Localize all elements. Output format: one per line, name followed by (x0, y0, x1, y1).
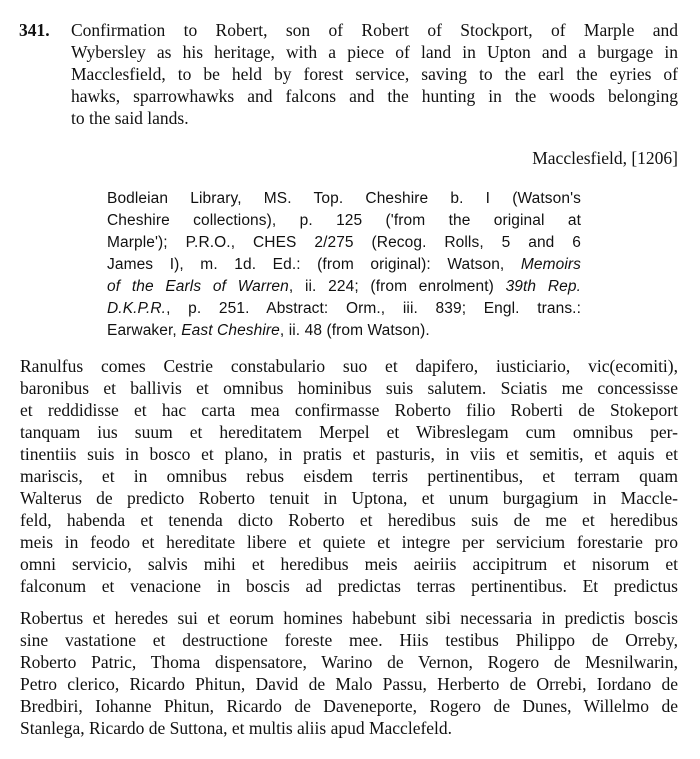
summary-line: to the said lands. (71, 108, 189, 128)
summary-line: Wybersley as his heritage, with a piece of land in Upton and a burgage in (71, 42, 678, 62)
source-line: Bodleian Library, MS. Top. Cheshire b. I (Watson's (107, 190, 581, 207)
text-line: Petro clerico, Ricardo Phitun, David de Malo Passu, Herberto de Orrebi, Iordano de (20, 674, 678, 694)
text-line: Roberto Patric, Thoma dispensatore, Warino de Vernon, Rogero de Mesnilwarin, (20, 652, 678, 672)
source-line: Marple'); P.R.O., CHES 2/275 (Recog. Rolls, 5 and 6 (107, 234, 581, 251)
text-line: Robertus et heredes sui et eorum homines habebunt sibi necessaria in predictis boscis (20, 608, 678, 628)
source-italic-title: 39th Rep. (505, 278, 581, 295)
text-line: Bredbiri, Iohanne Phitun, Ricardo de Daveneporte, Rogero de Dunes, Willelmo de (20, 696, 678, 716)
text-line: sine vastatione et destructione foreste mee. Hiis testibus Philippo de Orreby, (20, 630, 678, 650)
source-text: Earwaker, (107, 322, 182, 339)
place-date: Macclesfield, [1206] (532, 148, 678, 168)
text-line: Stanlega, Ricardo de Suttona, et multis aliis apud Macclefeld. (20, 718, 453, 738)
source-italic-title: of the Earls of Warren (107, 278, 289, 295)
text-line: tanquam ius suum et hereditatem Merpel et Wibreslegam cum omnibus per- (20, 422, 678, 442)
source-line (107, 255, 581, 275)
text-line: meis in feodo et hereditate libere et quiete et integre per servicium forestarie pro (20, 532, 678, 552)
summary-line: Confirmation to Robert, son of Robert of Stockport, of Marple and (71, 20, 678, 40)
source-italic-title: East Cheshire (181, 322, 280, 339)
source-text: , ii. 48 (from Watson). (279, 322, 430, 339)
source-italic-title: D.K.P.R. (107, 300, 167, 317)
source-text: , p. 251. Abstract: Orm., iii. 839; Engl. trans.: (166, 300, 581, 317)
text-line: baronibus et ballivis et omnibus hominibus suis salutem. Sciatis me concessisse (20, 378, 678, 398)
source-line (107, 321, 430, 341)
summary-line: hawks, sparrowhawks and falcons and the hunting in the woods belonging (71, 86, 678, 106)
text-line: feld, habenda et tenenda dicto Roberto et heredibus suis de me et heredibus (20, 510, 678, 530)
source-line (107, 277, 581, 297)
text-line: falconum et venacione in boscis ad predictas terras pertinentibus. Et predictus (20, 576, 678, 596)
source-text: , ii. 224; (from enrolment) (288, 278, 506, 295)
source-text: James I), m. 1d. Ed.: (from original): Watson, (107, 256, 521, 273)
text-line: mariscis, et in omnibus rebus eisdem terris pertinentibus, et terram quam (20, 466, 678, 486)
summary-line: Macclesfield, to be held by forest service, saving to the earl the eyries of (71, 64, 678, 84)
entry-number: 341. (19, 20, 50, 40)
text-line: omni servicio, salvis mihi et heredibus meis aeiriis accipitrum et nisorum et (20, 554, 678, 574)
source-italic-title: Memoirs (520, 256, 581, 273)
text-line: et reddidisse et hac carta mea confirmasse Roberto filio Roberti de Stokeport (20, 400, 678, 420)
text-line: Ranulfus comes Cestrie constabulario suo et dapifero, iusticiario, vic(ecomiti), (20, 356, 678, 376)
source-line: Cheshire collections), p. 125 ('from the original at (107, 212, 581, 229)
text-line: Walterus de predicto Roberto tenuit in Uptona, et unum burgagium in Maccle- (20, 488, 678, 508)
source-line (107, 299, 581, 319)
text-line: tinentiis suis in bosco et plano, in pratis et pasturis, in viis et semitis, et aquis et (20, 444, 678, 464)
